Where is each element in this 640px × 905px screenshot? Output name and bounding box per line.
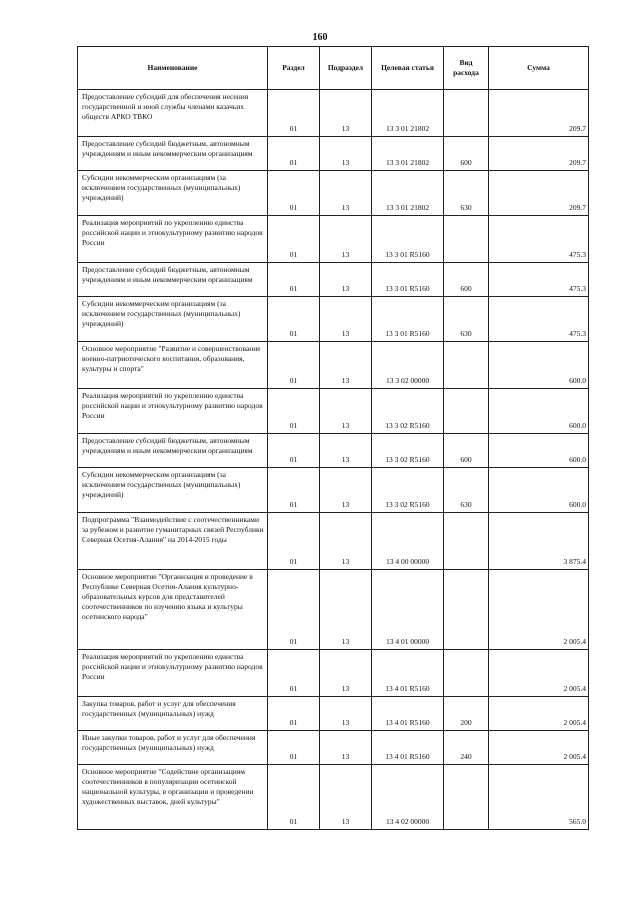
- row-name: Субсидии некоммерческим организациям (за исключением государственных (муниципальных) учреждений): [78, 468, 268, 513]
- table-row: [78, 137, 589, 171]
- row-amount: 209.7: [489, 90, 589, 137]
- row-section: 01: [268, 342, 320, 389]
- row-section: 01: [268, 171, 320, 216]
- header-target: Целевая статья: [372, 47, 444, 90]
- row-section: 01: [268, 650, 320, 697]
- row-subsection: 13: [320, 731, 372, 765]
- row-expense-type: 630: [444, 468, 489, 513]
- row-amount: 3 875.4: [489, 513, 589, 570]
- row-subsection: 13: [320, 342, 372, 389]
- row-section: 01: [268, 297, 320, 342]
- row-section: 01: [268, 468, 320, 513]
- row-section: 01: [268, 697, 320, 731]
- row-expense-type: 600: [444, 263, 489, 297]
- header-row: [78, 47, 589, 90]
- row-target: 13 4 01 R5160: [372, 650, 444, 697]
- table-row: [78, 297, 589, 342]
- row-section: 01: [268, 513, 320, 570]
- row-name: Реализация мероприятий по укреплению единства российской нации и этнокультурному развитию народов России: [78, 389, 268, 434]
- row-target: 13 3 02 R5160: [372, 389, 444, 434]
- row-expense-type: 630: [444, 297, 489, 342]
- row-name: Субсидии некоммерческим организациям (за исключением государственных (муниципальных) учреждений): [78, 297, 268, 342]
- row-expense-type: [444, 513, 489, 570]
- table-row: [78, 342, 589, 389]
- row-expense-type: 600: [444, 434, 489, 468]
- table-row: [78, 765, 589, 830]
- row-expense-type: [444, 570, 489, 650]
- row-amount: 475.3: [489, 263, 589, 297]
- row-target: 13 3 01 R5160: [372, 216, 444, 263]
- header-expense-type: Вид расхода: [444, 47, 489, 90]
- row-amount: 600.0: [489, 342, 589, 389]
- row-amount: 600.0: [489, 389, 589, 434]
- row-target: 13 3 01 21802: [372, 171, 444, 216]
- row-section: 01: [268, 434, 320, 468]
- row-amount: 600.0: [489, 468, 589, 513]
- row-section: 01: [268, 263, 320, 297]
- table-row: [78, 263, 589, 297]
- row-amount: 209.7: [489, 137, 589, 171]
- table-row: [78, 389, 589, 434]
- row-subsection: 13: [320, 434, 372, 468]
- row-subsection: 13: [320, 389, 372, 434]
- row-amount: 2 005.4: [489, 697, 589, 731]
- row-section: 01: [268, 216, 320, 263]
- row-subsection: 13: [320, 216, 372, 263]
- row-expense-type: [444, 216, 489, 263]
- row-amount: 475.3: [489, 216, 589, 263]
- row-section: 01: [268, 731, 320, 765]
- row-expense-type: 630: [444, 171, 489, 216]
- row-expense-type: [444, 389, 489, 434]
- row-subsection: 13: [320, 697, 372, 731]
- row-section: 01: [268, 570, 320, 650]
- row-target: 13 3 02 R5160: [372, 434, 444, 468]
- row-name: Основное мероприятие "Развитие и совершенствование военно-патриотического воспитания, образования, культуры и спорта": [78, 342, 268, 389]
- row-section: 01: [268, 389, 320, 434]
- row-expense-type: [444, 650, 489, 697]
- table-row: [78, 171, 589, 216]
- row-expense-type: 240: [444, 731, 489, 765]
- table-row: [78, 513, 589, 570]
- row-name: Предоставление субсидий бюджетным, автономным учреждениям и иным некоммерческим организациям: [78, 137, 268, 171]
- table-row: [78, 434, 589, 468]
- table-row: [78, 650, 589, 697]
- row-target: 13 3 01 R5160: [372, 263, 444, 297]
- table-row: [78, 90, 589, 137]
- row-target: 13 3 01 21802: [372, 90, 444, 137]
- header-amount: Сумма: [489, 47, 589, 90]
- row-name: Субсидии некоммерческим организациям (за исключением государственных (муниципальных) учреждений): [78, 171, 268, 216]
- row-amount: 475.3: [489, 297, 589, 342]
- table-row: [78, 731, 589, 765]
- row-subsection: 13: [320, 650, 372, 697]
- row-subsection: 13: [320, 570, 372, 650]
- row-amount: 2 005.4: [489, 570, 589, 650]
- row-name: Реализация мероприятий по укреплению единства российской нации и этнокультурному развитию народов России: [78, 216, 268, 263]
- table-row: [78, 570, 589, 650]
- page-number: 160: [312, 32, 328, 43]
- row-target: 13 4 01 R5160: [372, 731, 444, 765]
- row-target: 13 4 01 00000: [372, 570, 444, 650]
- row-amount: 209.7: [489, 171, 589, 216]
- row-name: Предоставление субсидий бюджетным, автономным учреждениям и иным некоммерческим организациям: [78, 434, 268, 468]
- row-subsection: 13: [320, 90, 372, 137]
- row-name: Предоставление субсидий для обеспечения несения государственной и иной службы членами казачьих обществ АРКО ТВКО: [78, 90, 268, 137]
- table-row: [78, 697, 589, 731]
- row-expense-type: [444, 90, 489, 137]
- row-target: 13 4 01 R5160: [372, 697, 444, 731]
- row-expense-type: 600: [444, 137, 489, 171]
- row-section: 01: [268, 137, 320, 171]
- table-row: [78, 468, 589, 513]
- row-name: Реализация мероприятий по укреплению единства российской нации и этнокультурному развитию народов России: [78, 650, 268, 697]
- budget-table: [77, 46, 589, 830]
- row-section: 01: [268, 90, 320, 137]
- row-subsection: 13: [320, 171, 372, 216]
- row-target: 13 3 02 R5160: [372, 468, 444, 513]
- row-subsection: 13: [320, 137, 372, 171]
- row-name: Закупка товаров, работ и услуг для обеспечения государственных (муниципальных) нужд: [78, 697, 268, 731]
- header-name: Наименование: [78, 47, 268, 90]
- header-section: Раздел: [268, 47, 320, 90]
- row-name: Подпрограмма "Взаимодействие с соотечественниками за рубежом и развитие гуманитарных связей Республики Северная Осетия-Алания" на 2014-2015 годы: [78, 513, 268, 570]
- row-amount: 565.0: [489, 765, 589, 830]
- row-expense-type: [444, 342, 489, 389]
- table-row: [78, 216, 589, 263]
- row-name: Основное мероприятие "Организация и проведение в Республике Северная Осетия-Алания культурно-образовательных курсов для представителей соотечественников по изучению языка и культуры осетинского народа": [78, 570, 268, 650]
- row-expense-type: 200: [444, 697, 489, 731]
- header-subsection: Подраздел: [320, 47, 372, 90]
- row-target: 13 4 02 00000: [372, 765, 444, 830]
- row-target: 13 3 01 21802: [372, 137, 444, 171]
- row-name: Иные закупки товаров, работ и услуг для обеспечения государственных (муниципальных) нужд: [78, 731, 268, 765]
- row-name: Основное мероприятие "Содействие организациям соотечественников в популяризации осетинской национальной культуры, в организации и проведении художественных выставок, дней культуры": [78, 765, 268, 830]
- row-amount: 2 005.4: [489, 650, 589, 697]
- row-target: 13 4 00 00000: [372, 513, 444, 570]
- row-subsection: 13: [320, 765, 372, 830]
- row-amount: 2 005.4: [489, 731, 589, 765]
- row-expense-type: [444, 765, 489, 830]
- row-subsection: 13: [320, 513, 372, 570]
- row-subsection: 13: [320, 263, 372, 297]
- row-amount: 600.0: [489, 434, 589, 468]
- row-target: 13 3 02 00000: [372, 342, 444, 389]
- row-name: Предоставление субсидий бюджетным, автономным учреждениям и иным некоммерческим организациям: [78, 263, 268, 297]
- row-target: 13 3 01 R5160: [372, 297, 444, 342]
- row-subsection: 13: [320, 468, 372, 513]
- row-section: 01: [268, 765, 320, 830]
- row-subsection: 13: [320, 297, 372, 342]
